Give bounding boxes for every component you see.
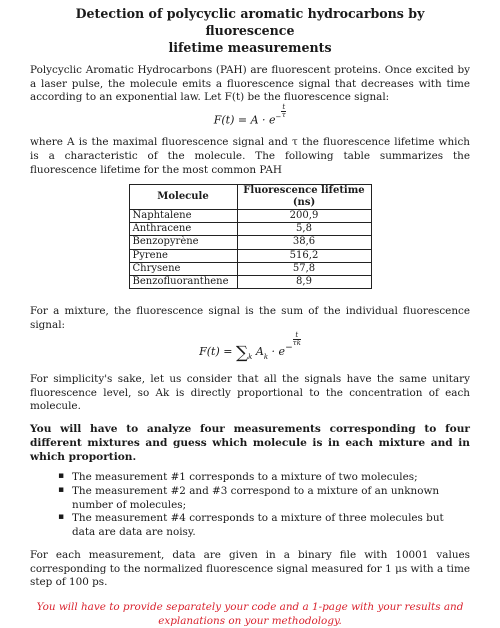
table-header-lifetime: Fluorescence lifetime (ns) <box>237 184 371 209</box>
table-header-molecule: Molecule <box>129 184 237 209</box>
sum-symbol: ∑ <box>235 342 249 363</box>
simplicity-paragraph: For simplicity's sake, let us consider that all the signals have the same unitary fluorescence level, so Ak is directly proportional to the concentration of each molecule. <box>30 372 470 413</box>
title-line-2: lifetime measurements <box>168 40 332 55</box>
molecule-cell: Chrysene <box>129 262 237 275</box>
intro-paragraph: Polycyclic Aromatic Hydrocarbons (PAH) are fluorescent proteins. Once excited by a laser pulse, the molecule emits a fluorescence signal that decreases with time according to an exponential law. Let F(t) be the fluorescence signal: <box>30 64 470 104</box>
mixture-paragraph: For a mixture, the fluorescence signal is the sum of the individual fluorescence signal: <box>30 305 470 331</box>
table-row <box>129 223 371 236</box>
task-paragraph: You will have to analyze four measurements corresponding to four different mixtures and guess which molecule is in each mixture and in which proportion. <box>30 423 470 464</box>
molecule-cell: Benzofluoranthene <box>129 275 237 288</box>
equation1-exp-num: t <box>282 102 286 111</box>
equation2-term: A <box>255 344 264 358</box>
equation2-exp-num: t <box>293 332 301 340</box>
list-item: ▪ The measurement #4 corresponds to a mixture of three molecules but data are data are noisy. <box>72 512 470 539</box>
lifetime-cell: 38,6 <box>237 236 371 249</box>
list-item: ▪ The measurement #1 corresponds to a mixture of two molecules; <box>72 471 470 485</box>
table-row <box>129 236 371 249</box>
deliverables-note: You will have to provide separately your code and a 1-page with your results and explanations on your methodology. <box>36 600 464 627</box>
equation2-dot: · e <box>268 344 286 358</box>
lifetime-table <box>129 184 372 290</box>
molecule-cell: Anthracene <box>129 223 237 236</box>
equation2-term-sub: k <box>263 352 269 361</box>
document-title <box>30 0 470 56</box>
table-row <box>129 249 371 262</box>
title-line-1: Detection of polycyclic aromatic hydrocarbons by fluorescence <box>75 6 425 38</box>
equation-single-exponential <box>30 102 470 128</box>
equation1-exp-den: τ <box>281 110 286 119</box>
equation1-exp-sign: − <box>275 113 282 122</box>
lifetime-cell: 516,2 <box>237 249 371 262</box>
equation2-exp-sign: − <box>285 341 293 353</box>
equation1-lhs: F(t) = A · e <box>213 113 276 127</box>
lifetime-paragraph: where A is the maximal fluorescence signal and τ the fluorescence lifetime which is a characteristic of the molecule. The following table summarizes the fluorescence lifetime for the most common PAH <box>30 136 470 176</box>
equation2-exp-den: τk <box>292 338 301 347</box>
sum-index: k <box>248 352 253 361</box>
table-row <box>129 262 371 275</box>
table-header-row <box>129 184 371 209</box>
molecule-cell: Pyrene <box>129 249 237 262</box>
lifetime-cell: 200,9 <box>237 209 371 222</box>
table-row <box>129 209 371 222</box>
equation-mixture <box>30 330 470 364</box>
lifetime-cell: 8,9 <box>237 275 371 288</box>
table-row <box>129 275 371 288</box>
measurement-list <box>30 471 470 540</box>
molecule-cell: Naphtalene <box>129 209 237 222</box>
equation2-lhs: F(t) = <box>199 344 236 358</box>
molecule-cell: Benzopyrène <box>129 236 237 249</box>
lifetime-cell: 57,8 <box>237 262 371 275</box>
data-format-paragraph: For each measurement, data are given in a binary file with 10001 values corresponding to the normalized fluorescence signal measured for 1 μs with a time step of 100 ps. <box>30 548 470 589</box>
list-item: ▪ The measurement #2 and #3 correspond to a mixture of an unknown number of molecules; <box>72 485 470 512</box>
lifetime-cell: 5,8 <box>237 223 371 236</box>
